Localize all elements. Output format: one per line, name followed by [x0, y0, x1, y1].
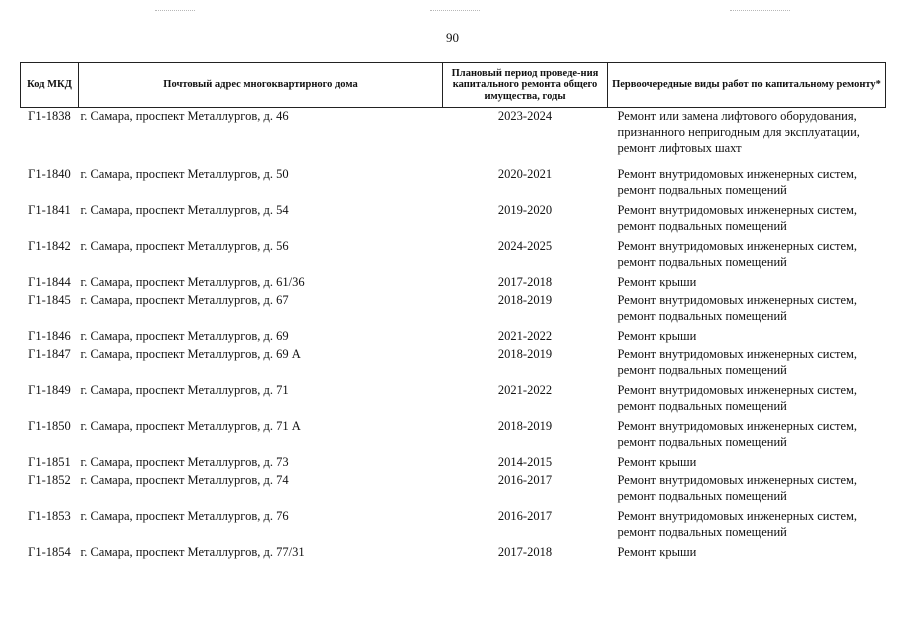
repair-works: Ремонт внутридомовых инженерных систем, ремонт подвальных помещений	[617, 346, 858, 377]
repair-works: Ремонт внутридомовых инженерных систем, ремонт подвальных помещений	[617, 166, 858, 197]
table-row	[21, 346, 886, 382]
scan-mark	[730, 10, 790, 13]
repair-works: Ремонт внутридомовых инженерных систем, ремонт подвальных помещений	[617, 238, 858, 269]
repair-period: 2021-2022	[497, 382, 553, 397]
repair-period: 2018-2019	[497, 418, 553, 433]
table-row	[21, 454, 886, 472]
repair-period: 2016-2017	[497, 508, 553, 523]
address: г. Самара, проспект Металлургов, д. 71 А	[80, 418, 301, 433]
table-row	[21, 508, 886, 544]
repair-works: Ремонт крыши	[617, 328, 697, 343]
repair-period: 2018-2019	[497, 292, 553, 307]
table-row	[21, 202, 886, 238]
table-row	[21, 108, 886, 166]
mkd-code: Г1-1852	[28, 472, 71, 487]
repair-period: 2021-2022	[497, 328, 553, 343]
repair-period: 2024-2025	[497, 238, 553, 253]
mkd-code: Г1-1850	[28, 418, 71, 433]
mkd-code: Г1-1840	[28, 166, 71, 181]
table-row	[21, 544, 886, 562]
address: г. Самара, проспект Металлургов, д. 54	[80, 202, 289, 217]
table-header-row	[21, 63, 886, 108]
table-row	[21, 418, 886, 454]
mkd-code: Г1-1845	[28, 292, 71, 307]
repair-period: 2016-2017	[497, 472, 553, 487]
page-number: 90	[446, 30, 459, 45]
repair-works: Ремонт крыши	[617, 274, 697, 289]
address: г. Самара, проспект Металлургов, д. 69 А	[80, 346, 301, 361]
mkd-code: Г1-1851	[28, 454, 71, 469]
mkd-code: Г1-1841	[28, 202, 71, 217]
scan-mark	[430, 10, 480, 13]
table-row	[21, 472, 886, 508]
mkd-code: Г1-1842	[28, 238, 71, 253]
table-row	[21, 382, 886, 418]
repair-period: 2018-2019	[497, 346, 553, 361]
repair-period: 2023-2024	[497, 109, 553, 123]
repair-works: Ремонт внутридомовых инженерных систем, ремонт подвальных помещений	[617, 382, 858, 413]
header-code: Код МКД	[21, 63, 79, 108]
mkd-code: Г1-1838	[28, 109, 71, 123]
repair-period: 2017-2018	[497, 274, 553, 289]
header-works: Первоочередные виды работ по капитальному ремонту*	[608, 63, 886, 108]
address: г. Самара, проспект Металлургов, д. 67	[80, 292, 289, 307]
table-row	[21, 166, 886, 202]
repair-period: 2014-2015	[497, 454, 553, 469]
header-address: Почтовый адрес многоквартирного дома	[79, 63, 443, 108]
repair-works: Ремонт или замена лифтового оборудования, признанного непригодным для эксплуатации, ремонт лифтовых шахт	[617, 109, 860, 155]
mkd-code: Г1-1844	[28, 274, 71, 289]
repair-works: Ремонт внутридомовых инженерных систем, ремонт подвальных помещений	[617, 508, 858, 539]
mkd-code: Г1-1854	[28, 544, 71, 559]
address: г. Самара, проспект Металлургов, д. 76	[80, 508, 289, 523]
mkd-code: Г1-1853	[28, 508, 71, 523]
address: г. Самара, проспект Металлургов, д. 73	[80, 454, 289, 469]
repair-works: Ремонт внутридомовых инженерных систем, ремонт подвальных помещений	[617, 292, 858, 323]
repair-period: 2019-2020	[497, 202, 553, 217]
repair-period: 2020-2021	[497, 166, 553, 181]
mkd-code: Г1-1847	[28, 346, 71, 361]
table-row	[21, 238, 886, 274]
address: г. Самара, проспект Металлургов, д. 74	[80, 472, 289, 487]
table-row	[21, 292, 886, 328]
address: г. Самара, проспект Металлургов, д. 61/36	[80, 274, 305, 289]
repair-works: Ремонт внутридомовых инженерных систем, ремонт подвальных помещений	[617, 418, 858, 449]
table-body	[21, 108, 886, 562]
scan-artifacts	[0, 10, 905, 16]
repair-period: 2017-2018	[497, 544, 553, 559]
mkd-code: Г1-1846	[28, 328, 71, 343]
address: г. Самара, проспект Металлургов, д. 56	[80, 238, 289, 253]
repair-works: Ремонт крыши	[617, 544, 697, 559]
repair-works: Ремонт крыши	[617, 454, 697, 469]
table-row	[21, 328, 886, 346]
capital-repair-table	[20, 62, 886, 562]
table-row	[21, 274, 886, 292]
address: г. Самара, проспект Металлургов, д. 69	[80, 328, 289, 343]
mkd-code: Г1-1849	[28, 382, 71, 397]
address: г. Самара, проспект Металлургов, д. 46	[80, 109, 289, 123]
repair-works: Ремонт внутридомовых инженерных систем, ремонт подвальных помещений	[617, 202, 858, 233]
address: г. Самара, проспект Металлургов, д. 71	[80, 382, 289, 397]
address: г. Самара, проспект Металлургов, д. 50	[80, 166, 289, 181]
address: г. Самара, проспект Металлургов, д. 77/31	[80, 544, 305, 559]
repair-works: Ремонт внутридомовых инженерных систем, ремонт подвальных помещений	[617, 472, 858, 503]
header-period: Плановый период проведе-ния капитального ремонта общего имущества, годы	[443, 63, 608, 108]
scan-mark	[155, 10, 195, 13]
